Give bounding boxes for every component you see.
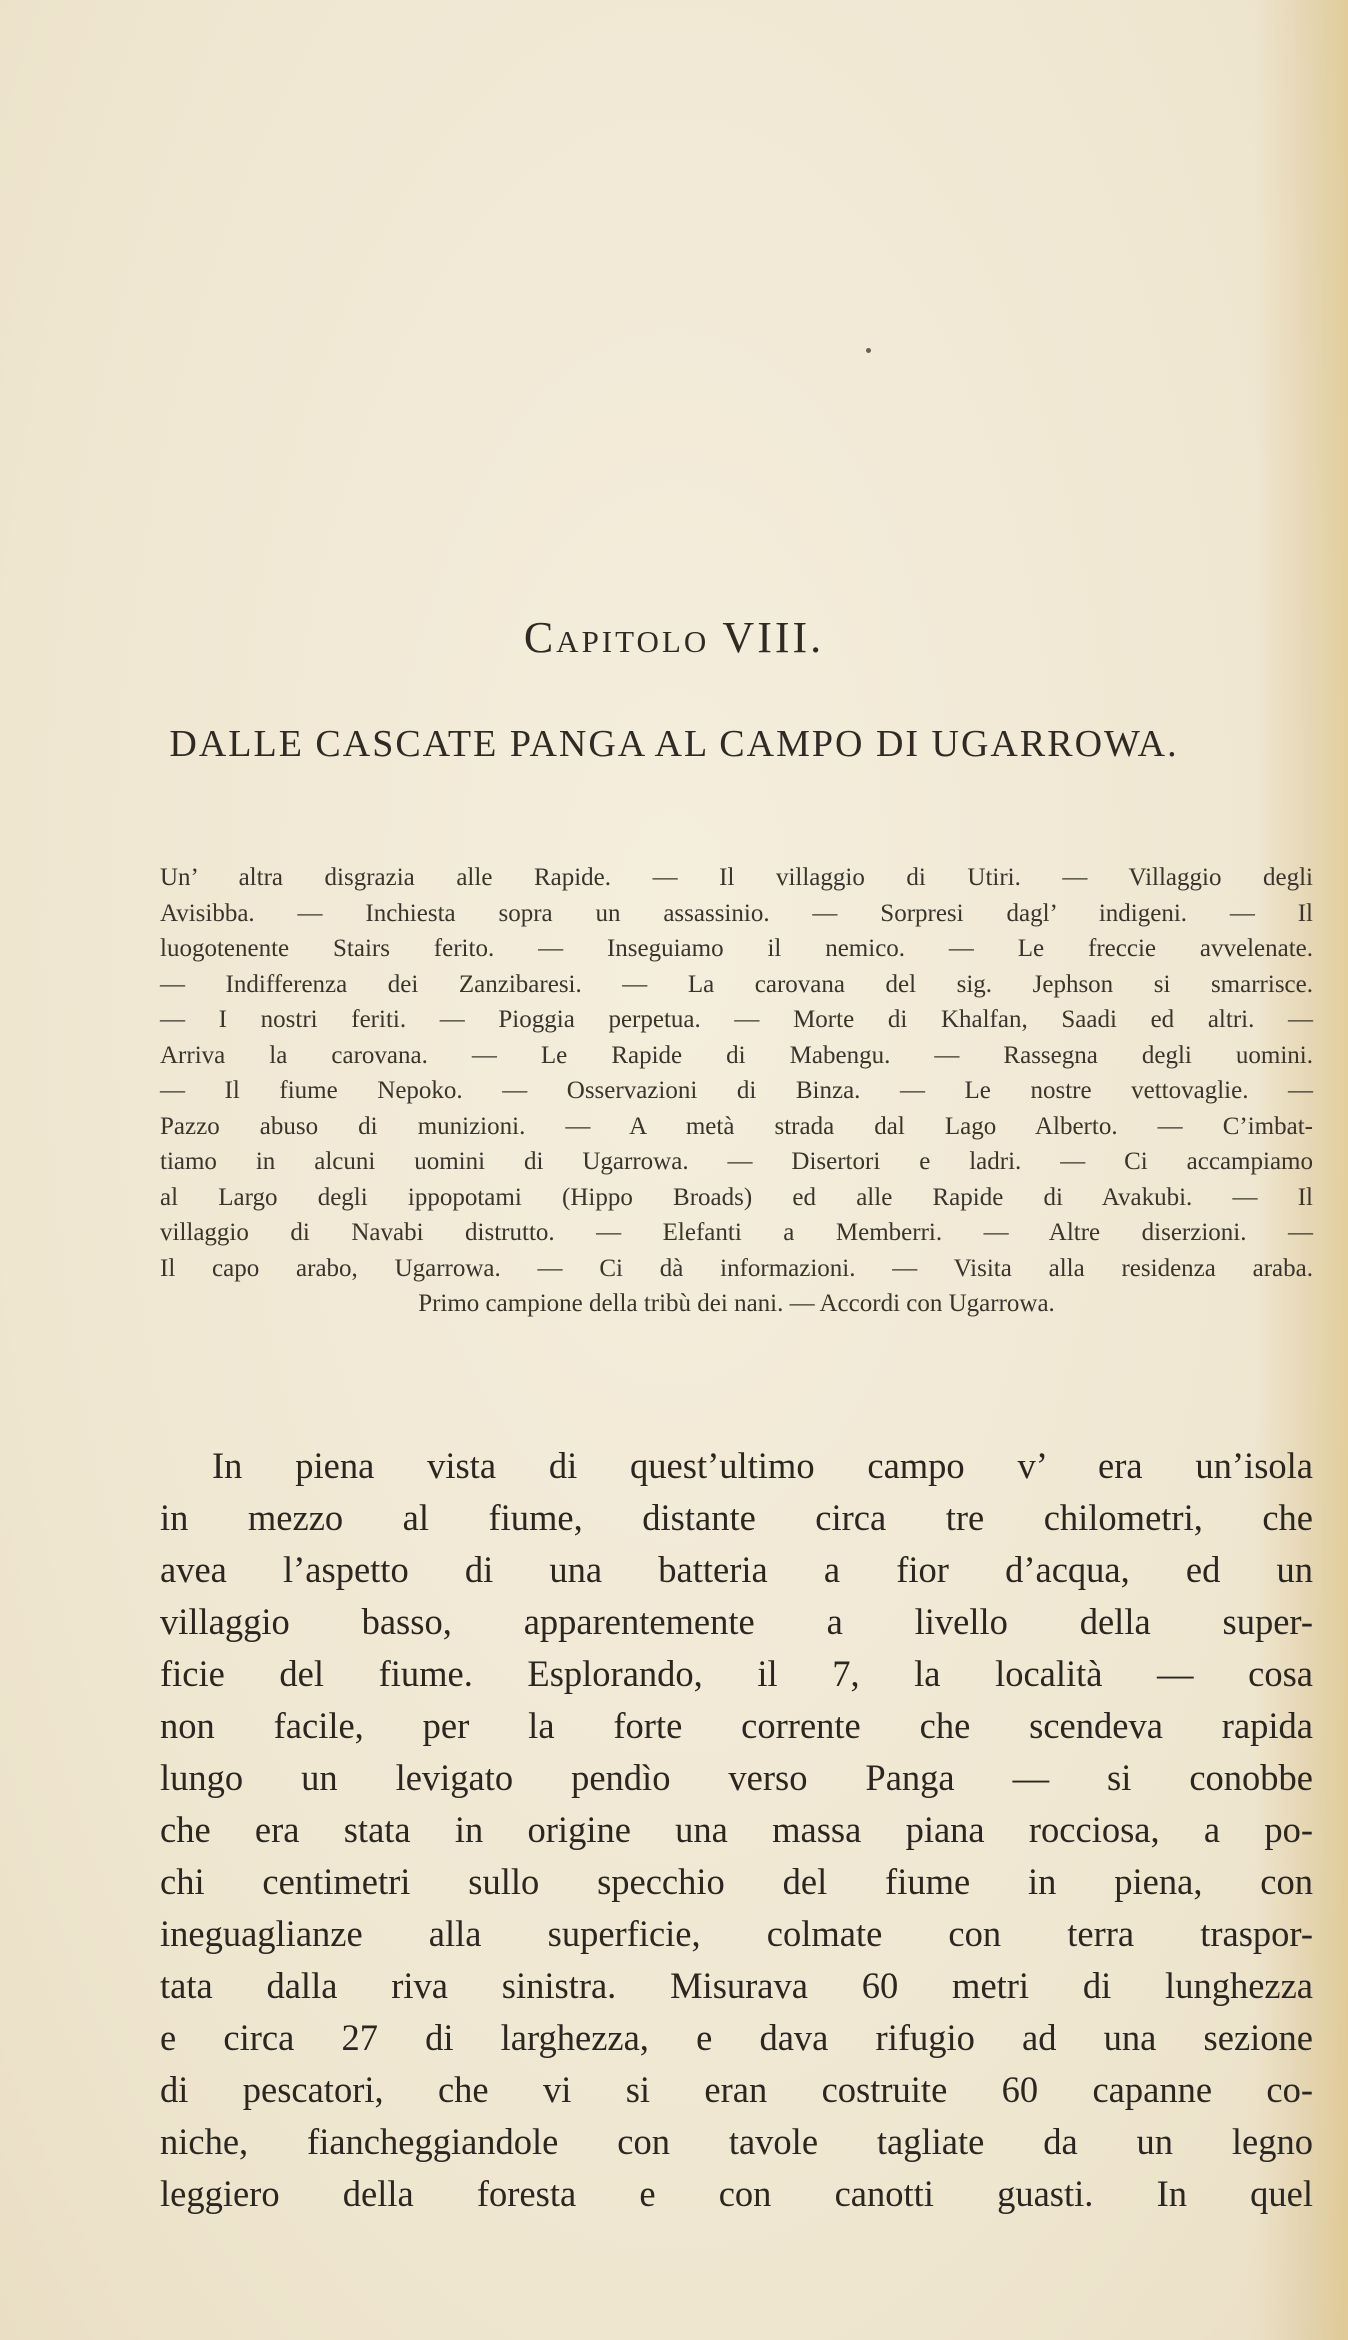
summary-line: — Indifferenza dei Zanzibaresi. — La carovana del sig. Jephson si smarrisce. <box>160 970 1313 998</box>
body-line: che era stata in origine una massa piana rocciosa, a po- <box>160 1809 1313 1850</box>
ink-speck <box>866 348 871 353</box>
summary-line: al Largo degli ippopotami (Hippo Broads) ed alle Rapide di Avakubi. — Il <box>160 1183 1313 1211</box>
summary-line: — I nostri feriti. — Pioggia perpetua. — Morte di Khalfan, Saadi ed altri. — <box>160 1006 1313 1033</box>
summary-line: Primo campione della tribù dei nani. — Accordi con Ugarrowa. <box>418 1290 1055 1317</box>
body-line: ficie del fiume. Esplorando, il 7, la località — cosa <box>160 1653 1313 1694</box>
summary-line: luogotenente Stairs ferito. — Inseguiamo il nemico. — Le freccie avvelenate. <box>160 935 1313 962</box>
summary-line: villaggio di Navabi distrutto. — Elefanti a Memberri. — Altre diserzioni. — <box>160 1219 1313 1246</box>
chapter-number: Capitolo VIII. <box>523 613 825 662</box>
body-line: chi centimetri sullo specchio del fiume in piena, con <box>160 1861 1313 1902</box>
body-line: leggiero della foresta e con canotti guasti. In quel <box>160 2173 1313 2214</box>
summary-line: Avisibba. — Inchiesta sopra un assassinio. — Sorpresi dagl’ indigeni. — Il <box>160 899 1313 927</box>
summary-line: Un’ altra disgrazia alle Rapide. — Il villaggio di Utiri. — Villaggio degli <box>160 864 1313 891</box>
body-line: ineguaglianze alla superficie, colmate con terra traspor- <box>160 1913 1313 1954</box>
body-line: non facile, per la forte corrente che scendeva rapida <box>160 1705 1313 1746</box>
summary-line: — Il fiume Nepoko. — Osservazioni di Binza. — Le nostre vettovaglie. — <box>160 1077 1313 1104</box>
summary-line: Il capo arabo, Ugarrowa. — Ci dà informazioni. — Visita alla residenza araba. <box>160 1254 1313 1282</box>
body-paragraph <box>160 1440 1313 2220</box>
body-line: villaggio basso, apparentemente a livello della super- <box>160 1601 1313 1642</box>
chapter-title: DALLE CASCATE PANGA AL CAMPO DI UGARROWA. <box>169 723 1179 765</box>
body-line: lungo un levigato pendìo verso Panga — si conobbe <box>160 1757 1313 1798</box>
body-line: niche, fiancheggiandole con tavole tagliate da un legno <box>160 2121 1313 2162</box>
chapter-summary <box>160 860 1313 1322</box>
body-line: in mezzo al fiume, distante circa tre chilometri, che <box>160 1497 1313 1538</box>
body-line: avea l’aspetto di una batteria a fior d’acqua, ed un <box>160 1549 1313 1590</box>
body-line: In piena vista di quest’ultimo campo v’ era un’isola <box>212 1445 1313 1486</box>
body-line: tata dalla riva sinistra. Misurava 60 metri di lunghezza <box>160 1965 1313 2006</box>
summary-line: Pazzo abuso di munizioni. — A metà strada dal Lago Alberto. — C’imbat- <box>160 1112 1313 1140</box>
summary-line: Arriva la carovana. — Le Rapide di Mabengu. — Rassegna degli uomini. <box>160 1041 1313 1069</box>
body-line: e circa 27 di larghezza, e dava rifugio ad una sezione <box>160 2017 1313 2058</box>
summary-line: tiamo in alcuni uomini di Ugarrowa. — Disertori e ladri. — Ci accampiamo <box>160 1148 1313 1175</box>
body-line: di pescatori, che vi si eran costruite 60 capanne co- <box>160 2069 1313 2110</box>
